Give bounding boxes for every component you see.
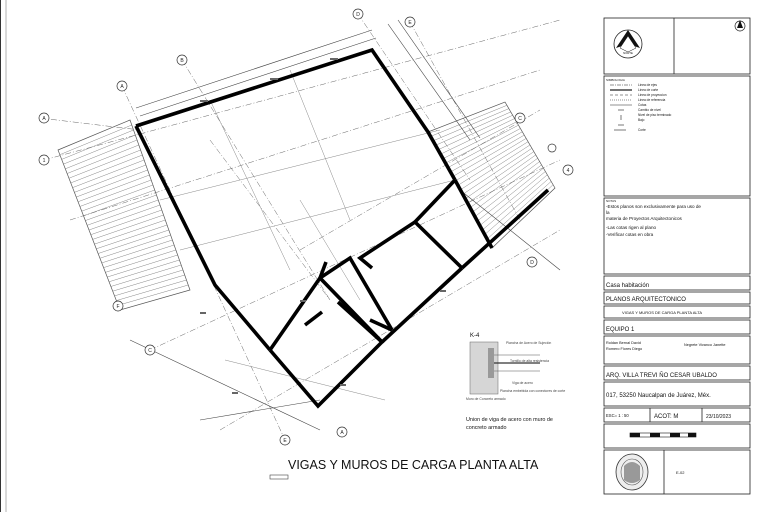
hatch-line — [113, 270, 183, 291]
hatch-line — [430, 105, 506, 136]
hatch-line — [67, 145, 139, 174]
axis-label: A — [120, 84, 124, 90]
steel-plate — [488, 348, 494, 378]
hatch-line — [116, 280, 186, 301]
hatch-line — [82, 185, 153, 211]
detail-note: Plancha embebida con conectores de corte — [500, 389, 566, 393]
hatch-line — [78, 175, 149, 202]
hatch-line — [111, 265, 181, 286]
hatch-line — [73, 160, 145, 188]
university-seal-icon — [616, 454, 648, 490]
hatch-line — [487, 181, 551, 239]
detail-note: Plancha de Acero de Sujeción — [506, 341, 552, 345]
team-name: EQUIPO 1 — [606, 327, 635, 333]
hatch-line — [62, 130, 134, 159]
hatch-line — [84, 190, 155, 216]
detail-k4 — [466, 333, 565, 431]
axis-label: A — [42, 116, 46, 122]
hatch-line — [87, 200, 158, 225]
sheet-number: E-02 — [676, 470, 685, 475]
hatch-line — [118, 285, 188, 305]
hatch-line — [480, 171, 546, 225]
legend-item: Cambio de nivel — [638, 108, 661, 112]
hatch-line — [477, 168, 543, 221]
hatch-line — [105, 250, 175, 272]
notes-list — [606, 204, 701, 237]
hatch-line — [93, 215, 164, 239]
hatch-line — [94, 220, 165, 244]
north-label: NORTE — [623, 51, 633, 55]
interior-lines — [160, 70, 455, 400]
drawing-name: VIGAS Y MUROS DE CARGA PLANTA ALTA — [622, 310, 703, 315]
notes-title: NOTAS — [606, 199, 617, 203]
team-member: Negrete Vivanco Janette — [684, 343, 726, 347]
graphic-scale-bar — [630, 433, 696, 437]
note-line: la — [606, 210, 610, 215]
note-line: -Verificar cotas en obra — [606, 232, 654, 237]
hatch-line — [60, 125, 132, 155]
detail-caption-line-1: Union de viga de acero con muro de — [466, 417, 553, 423]
legend-title: SIMBOLOGIA — [606, 78, 625, 82]
note-line: -Las cotas rigen al plano — [606, 225, 657, 230]
team-member: Romero Flores Diego — [606, 347, 643, 351]
axis-label: B — [180, 58, 184, 64]
axis-label: E — [408, 20, 412, 26]
hatch-line — [80, 180, 151, 206]
units: ACOT: M — [654, 414, 679, 420]
hatch-line — [115, 275, 185, 296]
note-line: materia de Proyectos Arquitectonicos — [606, 216, 682, 221]
hatch-line — [85, 195, 156, 221]
title-marker — [270, 475, 288, 479]
drawing-title: VIGAS Y MUROS DE CARGA PLANTA ALTA — [288, 458, 539, 472]
hatch-line — [74, 165, 145, 192]
hatch-line — [109, 260, 179, 282]
hatch-line — [440, 119, 514, 155]
hatch-line — [69, 150, 141, 178]
axis-label: D — [530, 260, 534, 266]
axis-bubble — [548, 144, 556, 152]
legend-item: Cotas — [638, 103, 647, 107]
axis-label: E — [283, 438, 287, 444]
hatch-line — [462, 148, 531, 194]
detail-note: Viga de acero — [512, 381, 533, 385]
detail-note: Tornillo de alta resistencia — [510, 359, 550, 363]
hatch-line — [443, 122, 517, 159]
date: 23/10/2023 — [706, 414, 732, 420]
axis-label: D — [356, 12, 360, 18]
legend-box — [604, 76, 750, 196]
legend-symbols — [610, 85, 632, 130]
scale: ESC= 1 : 50 — [606, 413, 629, 418]
legend-item: Linea de corte — [638, 88, 659, 92]
hatch-line — [89, 205, 160, 230]
hatch-line — [71, 155, 143, 183]
project-name: Casa habitación — [606, 283, 650, 289]
hatch-line — [485, 178, 550, 235]
legend-item: Corte — [638, 128, 646, 132]
hatch-line — [91, 210, 162, 235]
hatched-canopy-left — [58, 120, 190, 310]
legend-item: Linea de referencia — [638, 98, 666, 102]
professor-name: ARQ. VILLA TREVI ÑO CESAR UBALDO — [606, 373, 717, 379]
axis-label: F — [116, 304, 120, 310]
hatch-line — [76, 170, 147, 197]
axis-label: 1 — [42, 158, 46, 164]
detail-note: Muro de Concreto armado — [466, 397, 506, 401]
legend-list — [638, 83, 672, 132]
detail-tag: K-4 — [470, 333, 480, 339]
title-block — [604, 18, 750, 494]
axis-label: C — [148, 348, 152, 354]
legend-item: Nivel de piso terminado — [638, 113, 672, 117]
note-line: -Estos planos son exclusivamente para uso de — [606, 204, 701, 209]
axis-label: 4 — [566, 168, 570, 174]
legend-item: Linea de ejes — [638, 83, 657, 87]
address: 017, 53250 Naucalpan de Juárez, Méx. — [606, 393, 711, 399]
team-member: Roldan Bernal David — [606, 341, 641, 345]
detail-caption-line-2: concreto armado — [466, 425, 507, 431]
hatched-canopy-right — [428, 102, 555, 248]
hatch-line — [448, 128, 521, 167]
axis-label: A — [340, 430, 344, 436]
hatch-line — [107, 255, 177, 277]
hatch-line — [63, 135, 135, 164]
hatch-line — [460, 145, 530, 190]
legend-item: Linea de proyeccion — [638, 93, 667, 97]
axis-label: C — [518, 116, 522, 122]
legend-item: Bajo — [638, 118, 645, 122]
hatch-line — [435, 112, 510, 145]
sheet-type: PLANOS ARQUITECTONICO — [606, 297, 686, 303]
location-marker-icon — [735, 20, 745, 31]
